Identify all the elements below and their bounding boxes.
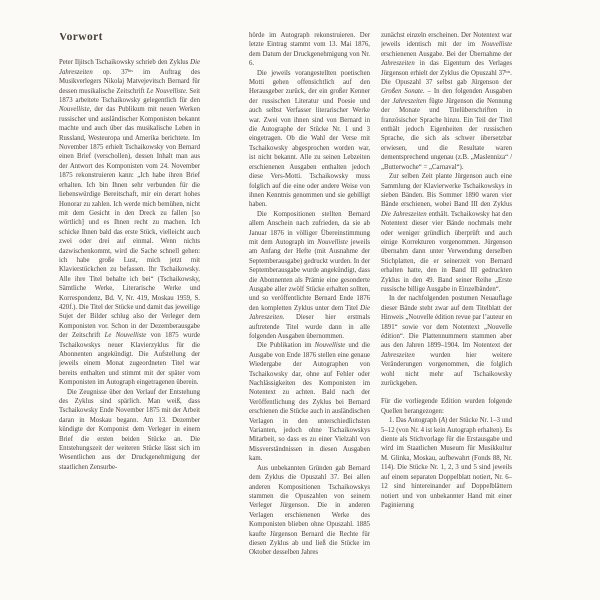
paragraph: Die Publikation im Nouvelliste und die Ausgabe von Ende 1876 stellen eine genaue Wiedergabe der Autographen von Tschaikowsky dar, ohne auf Fehler oder Nachlässigkeiten des Komponisten im Notentext zu achten. Bald nach der Veröffentlichung des Zyklus bei Bernard erschienen die Stücke auch in ausländischen Verlagen in den unterschiedlichsten Varianten, jedoch ohne Tschaikowskys Mitarbeit, so dass es zu einer Vielzahl von Missverständnissen in diesen Ausgaben kam. bbox=[249, 342, 370, 463]
paragraph: Die jeweils vorangestellten poetischen Motti gehen offensichtlich auf den Herausgeber zurück, der ein großer Kenner der russischen Literatur und Poesie und auch selbst Verfasser literarischer Werke war. Zwei von ihnen sind von Bernard in die Autographe der Stücke Nr. 1 und 3 eingetragen. Ob die Wahl der Verse mit Tschaikowsky abgesprochen worden war, ist nicht bekannt. Alle zu seinen Lebzeiten erschienenen Ausgaben enthalten jedoch diese Vers-Motti. Tschaikowsky muss folglich auf die eine oder andere Weise von ihnen Kenntnis genommen und sie gebilligt haben. bbox=[249, 69, 370, 209]
paragraph: Zur selben Zeit plante Jürgenson auch eine Sammlung der Klavierwerke Tschaikowskys in sieben Bänden. Bis Sommer 1890 waren vier Bände erschienen, wobei Band III den Zyklus Die Jahreszeiten enthält. Tschaikowsky hat den Notentext dieser vier Bände nochmals mehr oder weniger gründlich überprüft und auch einige Korrekturen vorgenommen. Jürgenson übernahm dann unter Verwendung derselben Stichplatten, die er seinerzeit von Bernard erhalten hatte, den in Band III gedruckten Zyklus in den 49. Band seiner Reihe „Erste russische billige Ausgabe in Einzelbänden“. bbox=[381, 173, 512, 293]
paragraph: 1. Das Autograph (A) der Stücke Nr. 1–3 und 5–12 (von Nr. 4 ist kein Autograph erhalten). Es diente als Stichvorlage für die Erstausgabe und wird im Staatlichen Museum für Musikkultur M. Glinka, Moskau, aufbewahrt (Fonds 88, Nr. 114). Die Stücke Nr. 1, 2, 3 und 5 sind jeweils auf einem separaten Doppelblatt notiert, Nr. 6–12 sind hintereinander auf Doppelblättern notiert und von unbekannter Hand mit einer Paginierung bbox=[381, 417, 512, 509]
paragraph: Peter Iljitsch Tschaikowsky schrieb den Zyklus Die Jahreszeiten op. $37^{bis}$ im Auftrag des Musikverlegers Nikolaj Matvejevitsch Bernard für dessen musikalische Zeitschrift Le Nouvelliste. Seit 1873 arbeitete Tschaikowsky gelegentlich für den Nouvelliste, der das Publikum mit neuen Werken russischer und ausländischer Komponisten bekannt machte und auch über das musikalische Leben in Russland, Westeuropa und Amerika berichtete. Im November 1875 erhielt Tschaikowsky von Bernard einen Brief (verschollen), dessen Inhalt man aus der Antwort des Komponisten vom 24. November 1875 rekonstruieren kann: „Ich habe ihren Brief erhalten. Ich bin Ihnen sehr verbunden für die liebenswürdige Bereitschaft, mir ein derart hohes Honorar zu zahlen. Ich werde mich bemühen, nicht mit dem Gesicht in den Dreck zu fallen [so wörtlich] und es Ihnen recht zu machen. Ich schicke Ihnen bald das erste Stück, vielleicht auch zwei oder drei auf einmal. Wenn nichts dazwischenkommt, wird die Sache schnell gehen: ich habe große Lust, mich jetzt mit Klavierstückchen zu befassen. Ihr Tschaikowsky. Alle ihre Titel behalte ich bei“ (Tschaikowsky, Sämtliche Werke, Literarische Werke und Korrespondenz, Bd. V, Nr. 419, Moskau 1959, S. 420f.). Die Titel der Stücke und damit das jeweilige Sujet der Bilder schlug also der Verleger dem Komponisten vor. Schon in der Dezemberausgabe der Zeitschrift Le Nouvelliste von 1875 wurde Tschaikowskys neuer Klavierzyklus für die Abonnenten angekündigt. Die Aufstellung der jeweils einem Monat zugeordneten Titel war bereits enthalten und stimmt mit der später vom Komponisten im Autograph eingetragenen überein. bbox=[59, 59, 200, 387]
paragraph: zunächst einzeln erscheinen. Der Notentext war jeweils identisch mit der im Nouvelliste erschienenen Ausgabe. Bei der Übernahme der Jahreszeiten in das Eigentum des Verlages Jürgenson erhielt der Zyklus die Opuszahl $37^{bis}$. Die Opuszahl 37 selbst gab Jürgenson der Großen Sonate. – In den folgenden Ausgaben der Jahreszeiten fügte Jürgenson die Nennung der Monate und Titelüberschriften in französischer Sprache hinzu. Ein Teil der Titel enthält jedoch Eigenheiten der russischen Sprache, die sich als schwer übersetzbar erwiesen, und die Resultate waren dementsprechend ungenau (z.B. „Maslenniza“ / „Butterwoche“ = „Carnaval“). bbox=[381, 32, 512, 171]
paragraph: Aus unbekannten Gründen gab Bernard dem Zyklus die Opuszahl 37. Bei allen anderen Kompositionen Tschaikowskys stammen die Opuszahlen von seinem Verleger Jürgenson. Die in anderen Verlagen erschienenen Werke des Komponisten blieben ohne Opuszahl. 1885 kaufte Jürgenson Bernard die Rechte für diesen Zyklus ab und ließ die Stücke im Oktober desselben Jahres bbox=[249, 464, 370, 557]
paragraph: Die Kompositionen stellten Bernard allem Anschein nach zufrieden, da sie ab Januar 1876 in völliger Übereinstimmung mit dem Autograph im Nouvelliste jeweils am Anfang der Hefte (mit Ausnahme der Septemberausgabe) gedruckt wurden. In der Septemberausgabe wurde angekündigt, dass die Abonnenten als Prämie eine gesonderte Ausgabe aller zwölf Stücke erhalten sollten, und so veröffentlichte Bernard Ende 1876 den kompletten Zyklus unter dem Titel Die Jahreszeiten. Dieser hier erstmals auftretende Titel wurde dann in alle folgenden Ausgaben übernommen. bbox=[249, 210, 370, 340]
paragraph: hörde im Autograph rekonstruieren. Der letzte Eintrag stammt vom 13. Mai 1876, dem Datum der Druckgenehmigung von Nr. 6. bbox=[249, 32, 370, 68]
paragraph: Für die vorliegende Edition wurden folgende Quellen herangezogen: bbox=[381, 398, 512, 415]
text-column-2 bbox=[249, 31, 370, 580]
paragraph: Die Zeugnisse über den Verlauf der Entstehung des Zyklus sind spärlich. Man weiß, dass Tschaikowsky Ende November 1875 mit der Arbeit daran in Moskau begann. Am 13. Dezember kündigte der Komponist dem Verleger in einem Brief die ersten beiden Stücke an. Die Entstehungszeit der weiteren Stücke lässt sich im Wesentlichen aus der Druckgenehmigung der staatlichen Zensurbe- bbox=[59, 388, 200, 471]
text-column-1 bbox=[59, 33, 200, 580]
page-title: Vorwort bbox=[59, 33, 103, 43]
paragraph: In der nachfolgenden postumen Neuauflage dieser Bände steht zwar auf dem Titelblatt der Hinweis „Nouvelle édition revue par l’auteur en 1891“ sowie vor dem Notentext „Nouvelle édition“. Die Plattennummern stammen aber aus den Jahren 1899–1904. Im Notentext der Jahreszeiten wurden hier weitere Veränderungen vorgenommen, die folglich wohl nicht mehr auf Tschaikowsky zurückgehen. bbox=[381, 295, 512, 388]
text-column-3 bbox=[381, 31, 512, 580]
